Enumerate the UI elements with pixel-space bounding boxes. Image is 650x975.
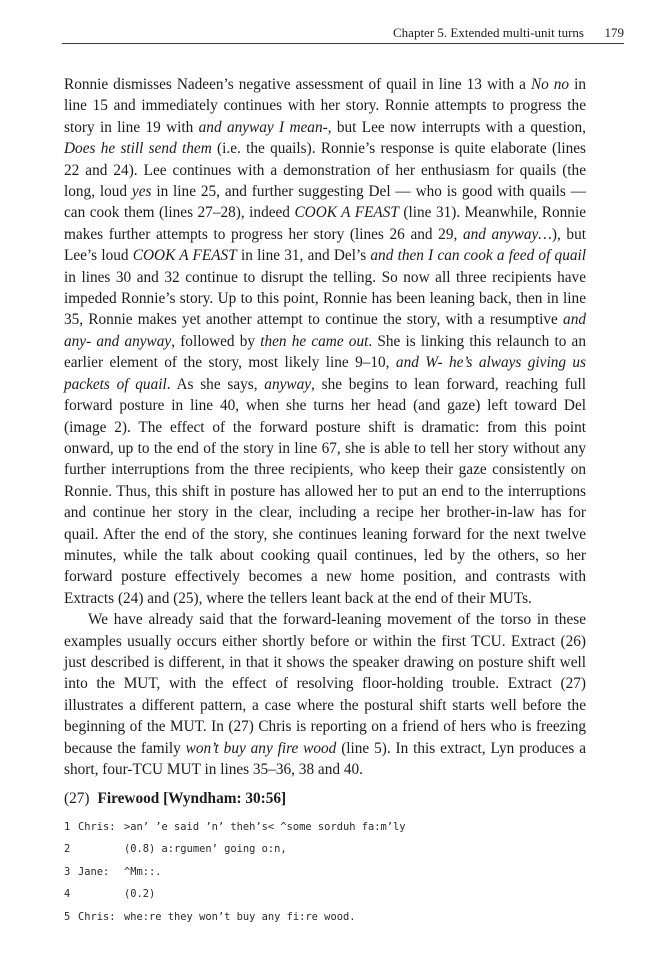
- utterance: whe:re they won’t buy any fi:re wood.: [124, 910, 356, 923]
- utterance: ^Mm::.: [124, 865, 162, 878]
- transcript: [64, 816, 586, 929]
- paragraph: [64, 609, 586, 780]
- speaker-label: Chris:: [78, 910, 116, 923]
- italic-phrase: then he came out: [260, 332, 369, 350]
- line-number: 1: [64, 820, 71, 833]
- italic-phrase: and then I can cook a feed of quail: [370, 247, 587, 265]
- extract-number: (27): [64, 790, 90, 808]
- italic-phrase: No no: [530, 76, 570, 93]
- utterance: (0.2): [124, 888, 156, 901]
- transcript-line: [64, 838, 586, 861]
- page-number: 179: [604, 25, 624, 40]
- extract-heading: [64, 788, 586, 809]
- paragraphs: [64, 74, 586, 780]
- utterance: >an’ ’e said ’n’ theh’s< ^some sorduh fa:m’ly: [124, 820, 406, 833]
- line-number: 2: [64, 843, 71, 856]
- speaker-label: Chris:: [78, 820, 116, 833]
- text-run: , followed by: [171, 332, 261, 350]
- line-number: 5: [64, 910, 71, 923]
- text-run: , but Lee now interrupts with a question,: [327, 118, 587, 136]
- text-run: We have already said that the forward-leaning movement of the torso in these examples usually occurs either shortly before or within the first TCU. Extract (26) just described is different, in that it shows the speaker drawing on posture shift well into the MUT, with the effect of resolving floor-holding trouble. Extract (27) illustrates a different pattern, a case where the postural shift starts well before the beginning of the MUT. In (27) Chris is reporting on a friend of hers who is freezing because the family: [64, 611, 586, 757]
- speaker-label: Jane:: [78, 865, 110, 878]
- transcript-line: [64, 861, 586, 884]
- italic-phrase: and anyway I mean-: [198, 118, 328, 136]
- italic-phrase: Does he still send them: [64, 140, 212, 158]
- running-header: [62, 23, 624, 44]
- transcript-line: [64, 906, 586, 929]
- line-number: 4: [64, 888, 71, 901]
- italic-phrase: and any- and anyway: [64, 311, 586, 350]
- chapter-title: Chapter 5. Extended multi-unit turns: [393, 25, 584, 40]
- italic-phrase: COOK A FEAST: [294, 204, 399, 222]
- paragraph: [64, 74, 586, 609]
- italic-phrase: and anyway…: [462, 225, 552, 243]
- text-run: (line 5). In this extract, Lyn produces a short, four-TCU MUT in lines 35–36, 38 and 40.: [64, 739, 586, 778]
- italic-phrase: COOK A FEAST: [132, 247, 237, 265]
- extract-title: Firewood [Wyndham: 30:56]: [97, 790, 287, 808]
- italic-phrase: won’t buy any fire wood: [185, 739, 337, 757]
- main-text: [64, 74, 586, 928]
- text-run: ), but Lee’s loud: [64, 225, 586, 265]
- italic-phrase: and W- he’s always giving us packets of quail: [64, 354, 586, 393]
- text-run: . As she says,: [166, 375, 265, 393]
- transcript-line: [64, 816, 586, 839]
- text-run: in line 31, and Del’s: [236, 247, 371, 265]
- text-run: (i.e. the quails). Ronnie’s response is quite elaborate (lines 22 and 24). Lee continues with a demonstration of her enthusiasm for quails (the long, loud: [64, 140, 586, 201]
- speaker-label: [78, 838, 124, 861]
- text-run: in line 25, and further suggesting Del — who is good with quails — can cook them (lines 27–28), indeed: [64, 183, 586, 222]
- transcript-line: [64, 883, 586, 906]
- text-run: (line 31). Meanwhile, Ronnie makes further attempts to progress her story (lines 26 and 29,: [64, 204, 586, 243]
- text-run: in line 15 and immediately continues with her story. Ronnie attempts to progress the story in line 19 with: [64, 76, 586, 136]
- line-number: 3: [64, 865, 71, 878]
- text-run: Ronnie dismisses Nadeen’s negative assessment of quail in line 13 with a: [64, 76, 531, 93]
- text-run: , she begins to lean forward, reaching full forward posture in line 40, when she turns her head (and gaze) left toward Del (image 2). The effect of the forward posture shift is dramatic: from this point onward, up to the end of the story in line 67, she is able to tell her story without any further interruptions from the three recipients, who keep their gaze consistently on Ronnie. Thus, this shift in posture has allowed her to put an end to the interruptions and continue her story in the clear, including a recipe her brother-in-law has for quail. After the end of the story, she continues leaning forward for the next twelve minutes, while the talk about cooking quail continues, led by the others, so her forward posture effectively becomes a new home position, and contrasts with Extracts (24) and (25), where the tellers leant back at the end of their MUTs.: [64, 375, 586, 607]
- text-run: in lines 30 and 32 continue to disrupt the telling. So now all three recipients have impeded Ronnie’s story. Up to this point, Ronnie has been leaning back, then in line 35, Ronnie makes yet another attempt to continue the story, with a resumptive: [64, 268, 586, 329]
- italic-phrase: yes: [131, 183, 152, 201]
- text-run: . She is linking this relaunch to an earlier element of the story, most likely line 9–10,: [64, 332, 586, 372]
- italic-phrase: anyway: [264, 375, 312, 393]
- speaker-label: [78, 883, 124, 906]
- utterance: (0.8) a:rgumen’ going o:n,: [124, 843, 287, 856]
